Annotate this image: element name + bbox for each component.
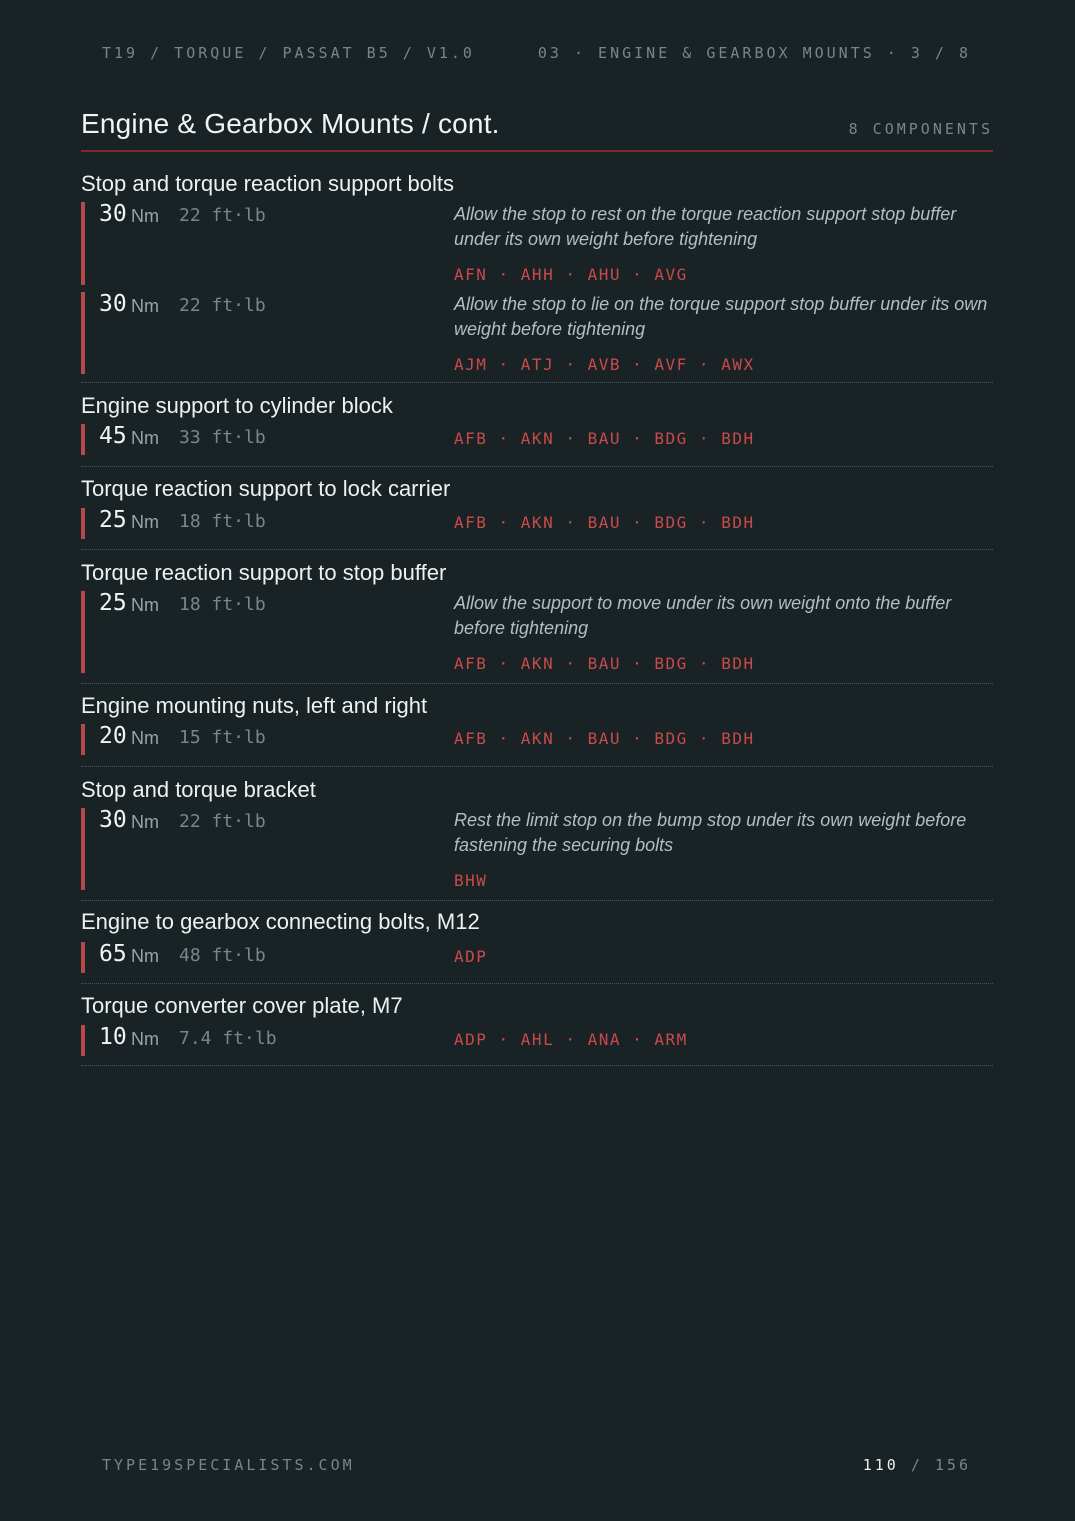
torque-value-nm: 20 bbox=[99, 723, 127, 749]
engine-codes: AJM · ATJ · AVB · AVF · AWX bbox=[454, 355, 755, 374]
torque-spec bbox=[81, 942, 993, 973]
torque-unit: Nm bbox=[131, 728, 159, 748]
total-pages: 156 bbox=[934, 1456, 971, 1474]
torque-value-nm: 45 bbox=[99, 423, 127, 449]
torque-spec bbox=[81, 424, 993, 455]
spec-note: Allow the stop to lie on the torque support stop buffer under its own weight before tightening bbox=[454, 294, 988, 339]
site-url: TYPE19SPECIALISTS.COM bbox=[102, 1456, 355, 1474]
torque-value-ftlb: 48 ft·lb bbox=[179, 945, 266, 966]
section-indicator: 03 · ENGINE & GEARBOX MOUNTS · 3 / 8 bbox=[537, 44, 971, 62]
engine-codes: BHW bbox=[454, 871, 488, 890]
torque-spec bbox=[81, 724, 993, 755]
component-block bbox=[81, 993, 993, 1066]
accent-bar bbox=[81, 591, 85, 673]
torque-value-ftlb: 15 ft·lb bbox=[179, 727, 266, 748]
torque-spec bbox=[81, 808, 993, 890]
spec-note: Allow the stop to rest on the torque reaction support stop buffer under its own weight before tightening bbox=[454, 204, 957, 249]
torque-value-nm: 25 bbox=[99, 507, 127, 533]
torque-value-ftlb: 18 ft·lb bbox=[179, 594, 266, 615]
component-name: Engine support to cylinder block bbox=[81, 393, 393, 418]
page-title: Engine & Gearbox Mounts / cont. bbox=[81, 108, 500, 139]
torque-value-ftlb: 22 ft·lb bbox=[179, 295, 266, 316]
current-page: 110 bbox=[862, 1456, 899, 1474]
torque-unit: Nm bbox=[131, 296, 159, 316]
torque-spec bbox=[81, 508, 993, 539]
accent-bar bbox=[81, 942, 85, 973]
page-footer bbox=[102, 1456, 971, 1474]
component-block bbox=[81, 476, 993, 550]
torque-unit: Nm bbox=[131, 512, 159, 532]
component-name: Torque reaction support to lock carrier bbox=[81, 476, 451, 501]
torque-value-ftlb: 7.4 ft·lb bbox=[179, 1028, 277, 1049]
page-separator: / bbox=[910, 1456, 923, 1474]
torque-value-ftlb: 18 ft·lb bbox=[179, 511, 266, 532]
component-count: 8 COMPONENTS bbox=[848, 120, 993, 138]
component-name: Engine to gearbox connecting bolts, M12 bbox=[81, 909, 480, 934]
torque-unit: Nm bbox=[131, 428, 159, 448]
torque-value-ftlb: 22 ft·lb bbox=[179, 811, 266, 832]
torque-value-nm: 30 bbox=[99, 291, 127, 317]
engine-codes: AFN · AHH · AHU · AVG bbox=[454, 265, 688, 284]
accent-bar bbox=[81, 508, 85, 539]
torque-value-ftlb: 22 ft·lb bbox=[179, 205, 266, 226]
page-number bbox=[863, 1456, 971, 1474]
torque-spec bbox=[81, 591, 993, 673]
torque-value-nm: 65 bbox=[99, 941, 127, 967]
component-block bbox=[81, 777, 993, 901]
torque-unit: Nm bbox=[131, 946, 159, 966]
engine-codes: AFB · AKN · BAU · BDG · BDH bbox=[454, 429, 755, 448]
component-block bbox=[81, 393, 993, 467]
torque-spec bbox=[81, 292, 993, 374]
engine-codes: ADP bbox=[454, 947, 488, 966]
component-name: Stop and torque bracket bbox=[81, 777, 316, 802]
engine-codes: AFB · AKN · BAU · BDG · BDH bbox=[454, 654, 755, 673]
torque-value-nm: 30 bbox=[99, 807, 127, 833]
accent-bar bbox=[81, 424, 85, 455]
torque-unit: Nm bbox=[131, 206, 159, 226]
section-header bbox=[81, 108, 993, 152]
torque-value-nm: 30 bbox=[99, 201, 127, 227]
accent-bar bbox=[81, 292, 85, 374]
accent-bar bbox=[81, 724, 85, 755]
component-name: Engine mounting nuts, left and right bbox=[81, 693, 428, 718]
torque-unit: Nm bbox=[131, 812, 159, 832]
torque-spec bbox=[81, 202, 993, 285]
torque-unit: Nm bbox=[131, 1029, 159, 1049]
torque-value-nm: 10 bbox=[99, 1024, 127, 1050]
spec-note: Allow the support to move under its own weight onto the buffer before tightening bbox=[454, 593, 952, 638]
torque-unit: Nm bbox=[131, 595, 159, 615]
accent-bar bbox=[81, 202, 85, 285]
engine-codes: AFB · AKN · BAU · BDG · BDH bbox=[454, 513, 755, 532]
accent-bar bbox=[81, 1025, 85, 1056]
component-block bbox=[81, 693, 993, 767]
component-name: Torque converter cover plate, M7 bbox=[81, 993, 403, 1018]
accent-bar bbox=[81, 808, 85, 890]
component-block bbox=[81, 560, 993, 684]
engine-codes: AFB · AKN · BAU · BDG · BDH bbox=[454, 729, 755, 748]
torque-value-nm: 25 bbox=[99, 590, 127, 616]
torque-spec bbox=[81, 1025, 993, 1056]
doc-path: T19 / TORQUE / PASSAT B5 / V1.0 bbox=[102, 44, 475, 62]
engine-codes: ADP · AHL · ANA · ARM bbox=[454, 1030, 688, 1049]
component-block bbox=[81, 171, 993, 383]
running-header bbox=[102, 44, 971, 62]
component-name: Torque reaction support to stop buffer bbox=[81, 560, 447, 585]
torque-value-ftlb: 33 ft·lb bbox=[179, 427, 266, 448]
spec-note: Rest the limit stop on the bump stop under its own weight before fastening the securing bolts bbox=[454, 810, 967, 855]
component-block bbox=[81, 909, 993, 984]
component-name: Stop and torque reaction support bolts bbox=[81, 171, 455, 196]
